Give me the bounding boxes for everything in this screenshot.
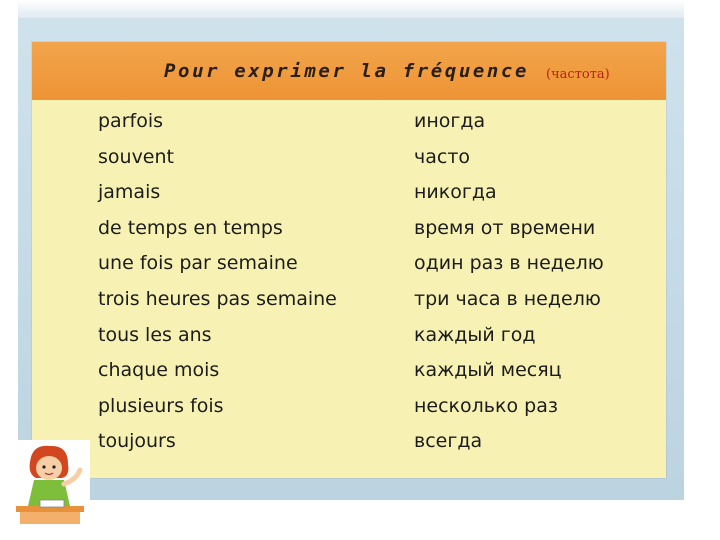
list-item (32, 391, 666, 427)
french-term: jamais (98, 181, 161, 204)
russian-term: всегда (414, 430, 483, 453)
face-shape (36, 456, 62, 480)
list-item (32, 320, 666, 356)
list-item (32, 213, 666, 249)
russian-term: несколько раз (414, 394, 558, 417)
eye-left (42, 465, 45, 468)
russian-term: каждый месяц (414, 359, 562, 382)
list-item (32, 142, 666, 178)
french-term: souvent (98, 145, 174, 168)
list-item (32, 355, 666, 391)
list-item (32, 248, 666, 284)
vocabulary-page (32, 42, 666, 478)
russian-term: каждый год (414, 323, 536, 346)
list-item (32, 106, 666, 142)
russian-term: никогда (414, 181, 497, 204)
list-item (32, 284, 666, 320)
page-title: Pour exprimer la fréquence (164, 60, 530, 82)
french-term: chaque mois (98, 359, 220, 382)
russian-term: время от времени (414, 216, 596, 239)
notebook-shape (40, 500, 64, 507)
french-term: trois heures pas semaine (98, 287, 337, 310)
top-strip (18, 0, 684, 18)
french-term: de temps en temps (98, 216, 283, 239)
french-term: parfois (98, 110, 164, 132)
russian-term: иногда (414, 110, 486, 132)
russian-term: один раз в неделю (414, 252, 604, 275)
french-term: plusieurs fois (98, 394, 224, 417)
cartoon-girl-illustration (10, 440, 90, 526)
header-band (32, 42, 666, 100)
russian-term: часто (414, 145, 471, 168)
french-term: toujours (98, 430, 176, 453)
list-item (32, 426, 666, 462)
list-item (32, 177, 666, 213)
russian-term: три часа в неделю (414, 287, 601, 310)
eye-right (52, 465, 55, 468)
desk-front (20, 512, 80, 524)
vocabulary-list (32, 106, 666, 462)
page-subtitle: (частота) (546, 67, 610, 82)
french-term: une fois par semaine (98, 252, 298, 275)
french-term: tous les ans (98, 323, 212, 346)
